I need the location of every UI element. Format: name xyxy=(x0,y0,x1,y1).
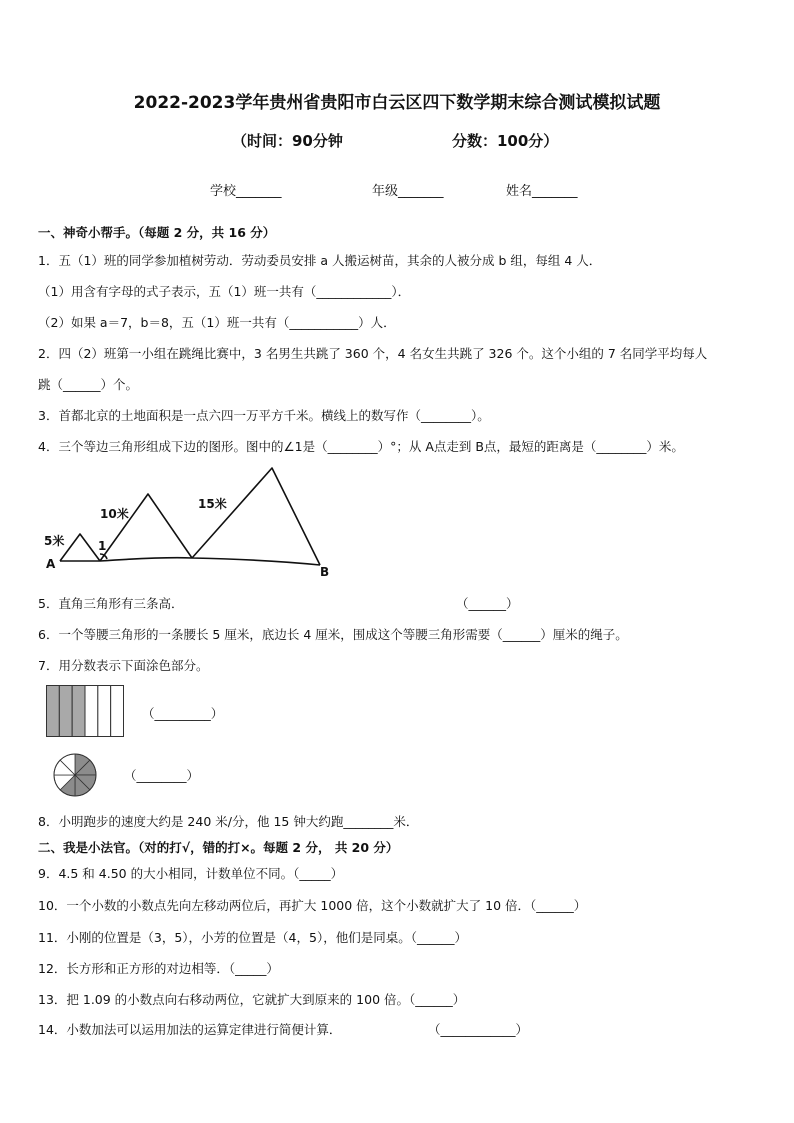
medium-triangle xyxy=(100,494,192,561)
question-2: 2．四（2）班第一小组在跳绳比赛中，3 名男生共跳了 360 个，4 名女生共跳了 326 个。这个小组的 7 名同学平均每人 xyxy=(38,346,708,361)
exam-time: （时间：90分钟 xyxy=(232,132,343,150)
grade-field[interactable]: 年级_______ xyxy=(372,184,444,199)
triangles-figure xyxy=(40,462,340,582)
label-15m: 15米 xyxy=(198,497,227,511)
section-2-heading: 二、我是小法官。（对的打√，错的打×。每题 2 分， 共 20 分） xyxy=(38,840,399,855)
question-1-part-1: （1）用含有字母的式子表示，五（1）班一共有（____________）． xyxy=(38,284,411,299)
small-triangle xyxy=(60,534,100,561)
name-field[interactable]: 姓名_______ xyxy=(506,184,578,199)
question-4: 4．三个等边三角形组成下边的图形。图中的∠1是（________）°；从 A点走到 B点，最短的距离是（________）米。 xyxy=(38,439,684,454)
shaded-circle-figure xyxy=(52,752,98,798)
shaded-rectangle-figure xyxy=(46,685,124,737)
exam-score: 分数：100分） xyxy=(452,132,559,150)
question-14: 14．小数加法可以运用加法的运算定律进行简便计算． xyxy=(38,1022,342,1037)
question-3: 3．首都北京的土地面积是一点六四一万平方千米。横线上的数写作（________）。 xyxy=(38,408,490,423)
page-title: 2022-2023学年贵州省贵阳市白云区四下数学期末综合测试模拟试题 xyxy=(133,93,661,113)
section-1-heading: 一、神奇小帮手。（每题 2 分，共 16 分） xyxy=(38,225,276,240)
question-13: 13．把 1.09 的小数点向右移动两位，它就扩大到原来的 100 倍。（______） xyxy=(38,992,466,1007)
question-10: 10．一个小数的小数点先向左移动两位后，再扩大 1000 倍，这个小数就扩大了 10 倍．（______） xyxy=(38,898,587,913)
question-1: 1．五（1）班的同学参加植树劳动．劳动委员安排 a 人搬运树苗，其余的人被分成 b 组，每组 4 人． xyxy=(38,253,602,268)
label-5m: 5米 xyxy=(44,534,65,548)
question-7-blank-1[interactable]: （_________） xyxy=(142,706,224,721)
question-11: 11．小刚的位置是（3，5），小芳的位置是（4，5），他们是同桌。（______） xyxy=(38,930,467,945)
label-b: B xyxy=(320,565,330,579)
question-2-continued: 跳（______）个。 xyxy=(38,377,139,392)
shaded-strip xyxy=(72,686,85,737)
question-12: 12．长方形和正方形的对边相等．（_____） xyxy=(38,961,279,976)
question-1-part-2: （2）如果 a＝7，b＝8，五（1）班一共有（___________）人． xyxy=(38,315,396,330)
blank-strip xyxy=(85,686,98,737)
blank-strip xyxy=(98,686,111,737)
shaded-strip xyxy=(59,686,72,737)
shaded-strip xyxy=(47,686,60,737)
large-triangle xyxy=(192,468,320,565)
label-angle-1: 1 xyxy=(98,539,107,553)
question-7: 7．用分数表示下面涂色部分。 xyxy=(38,658,209,673)
question-5: 5．直角三角形有三条高． xyxy=(38,596,184,611)
question-5-blank[interactable]: （______） xyxy=(456,596,519,611)
school-field[interactable]: 学校_______ xyxy=(210,184,282,199)
question-9: 9．4.5 和 4.50 的大小相同，计数单位不同。（_____） xyxy=(38,866,344,881)
question-8: 8．小明跑步的速度大约是 240 米/分，他 15 钟大约跑________米． xyxy=(38,814,419,829)
label-10m: 10米 xyxy=(100,507,129,521)
question-6: 6．一个等腰三角形的一条腰长 5 厘米，底边长 4 厘米，围成这个等腰三角形需要（______）厘米的绳子。 xyxy=(38,627,628,642)
label-a: A xyxy=(46,557,56,571)
question-14-blank[interactable]: （____________） xyxy=(428,1022,529,1037)
question-7-blank-2[interactable]: （________） xyxy=(124,768,200,783)
blank-strip xyxy=(111,686,124,737)
